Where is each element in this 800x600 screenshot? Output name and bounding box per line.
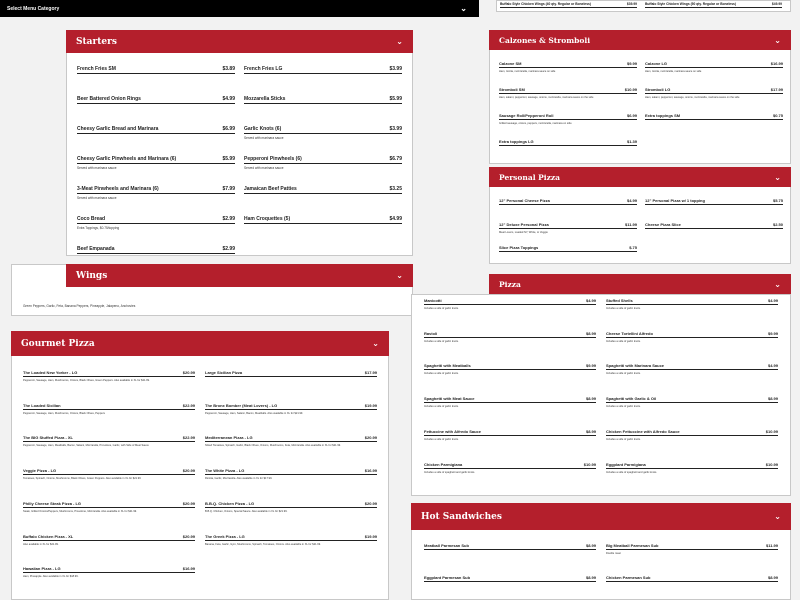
- item-description: Ham, salami, pepperoni, sausage, onions, mozzarella, marinara sauce on the side: [499, 96, 594, 99]
- item-description: Pepperoni, Sausage, Ham, Mushrooms, Onions, Black Olives, Green Peppers. Also available in XL for $21.99.: [23, 379, 150, 382]
- item-name: Spaghetti with Meat Sauce: [424, 396, 475, 402]
- item-description: Double meat: [606, 552, 621, 555]
- menu-item[interactable]: [77, 126, 235, 134]
- item-description: Extra Toppings, $0.75/topping: [77, 226, 120, 230]
- starters-header[interactable]: [66, 30, 413, 53]
- item-price: $39.99: [626, 2, 637, 6]
- menu-item[interactable]: [645, 87, 783, 99]
- item-price: $6.99: [222, 126, 235, 132]
- item-price: $10.99: [583, 461, 596, 467]
- item-name: Stromboli SM: [499, 87, 525, 92]
- item-name: 12" Deluxe Personal Pizza: [499, 221, 549, 227]
- menu-item[interactable]: [499, 139, 637, 146]
- menu-item[interactable]: [77, 246, 235, 254]
- item-price: $20.99: [182, 370, 195, 375]
- menu-item[interactable]: [23, 468, 195, 480]
- item-name: Buffalo Chicken Pizza - XL: [23, 533, 74, 539]
- item-price: $.75: [629, 245, 637, 250]
- item-price: $9.99: [585, 363, 596, 369]
- menu-item[interactable]: [606, 298, 778, 310]
- menu-item[interactable]: [23, 501, 195, 513]
- item-description: Includes a side of garlic knots.: [606, 437, 641, 441]
- menu-item[interactable]: [424, 575, 596, 582]
- menu-item[interactable]: [424, 462, 596, 474]
- item-name: The Loaded Sicilian: [23, 402, 61, 408]
- item-description: Includes a side of spaghetti and garlic knots.: [606, 470, 658, 474]
- item-description: Includes a side of garlic knots.: [424, 437, 459, 441]
- calzones-header[interactable]: [489, 30, 791, 50]
- item-name: Stromboli LG: [645, 87, 671, 92]
- item-price: $10.99: [765, 428, 778, 434]
- menu-item[interactable]: [205, 370, 377, 377]
- item-price: $10.99: [765, 461, 778, 467]
- item-name: Veggie Pizza - LG: [23, 468, 57, 474]
- category-bar-label: Select Menu Category: [7, 5, 60, 12]
- menu-item[interactable]: [244, 96, 402, 104]
- item-name: Buffalo Style Chicken Wings (50 qty. Regular or Boneless): [645, 2, 736, 6]
- item-price: $3.25: [389, 186, 402, 192]
- item-name: Hawaiian Pizza - LG: [23, 566, 61, 572]
- item-name: Buffalo Style Chicken Wings (40 qty. Regular or Boneless): [500, 2, 591, 6]
- menu-item[interactable]: [23, 370, 195, 382]
- item-price: $16.99: [770, 61, 783, 66]
- wings-toppings-note: Green Peppers, Garlic, Feta, Banana Peppers, Pineapple, Jalapeno, Anchovies: [23, 304, 136, 308]
- item-description: Pepperoni, Sausage, Ham, Salami, Bacon, Meatballs. Also available in XL for $21.99.: [205, 411, 304, 415]
- section-title: Personal Pizza: [499, 172, 561, 182]
- item-price: $9.99: [767, 330, 778, 336]
- item-name: Fettuccine with Alfredo Sauce: [424, 428, 481, 434]
- menu-item[interactable]: [606, 363, 778, 375]
- item-description: Steak, Grilled Onions/Peppers, Mushrooms, Provolone, Mozzarella. Also available in XL for $21.99.: [23, 509, 137, 513]
- menu-item[interactable]: [244, 186, 402, 194]
- section-title: Gourmet Pizza: [21, 338, 95, 349]
- item-description: Includes a side of garlic knots.: [424, 339, 459, 343]
- item-description: Includes a side of garlic knots.: [606, 372, 641, 376]
- menu-item[interactable]: [424, 429, 596, 441]
- item-name: Extra toppings SM: [645, 113, 681, 118]
- item-description: Served with marinara sauce: [244, 136, 284, 140]
- item-description: Served with marinara sauce: [77, 196, 117, 200]
- item-price: $5.99: [389, 96, 402, 102]
- menu-item[interactable]: [77, 66, 235, 74]
- item-name: Large Sicilian Pizza: [205, 370, 243, 375]
- item-price: $22.99: [182, 402, 195, 408]
- item-price: $4.99: [626, 198, 637, 203]
- item-price: $3.99: [389, 66, 402, 72]
- item-description: Sliced Tomatoes, Spinach, Garlic, Black Olives, Onions, Mushrooms, Feta, Mozzarella. Also available in XL for $21.99.: [205, 444, 341, 448]
- menu-item[interactable]: [499, 245, 637, 252]
- item-name: Chicken Parmigiana: [424, 461, 463, 467]
- menu-item[interactable]: [77, 216, 235, 230]
- gourmet-pizza-header[interactable]: [11, 331, 389, 356]
- menu-item[interactable]: [606, 429, 778, 441]
- item-description: Includes a side of garlic knots.: [424, 307, 459, 310]
- item-name: Big Meatball Parmesan Sub: [606, 543, 659, 548]
- menu-item[interactable]: [23, 403, 195, 415]
- item-name: Mediterranean Pizza - LG: [205, 435, 253, 441]
- item-price: $11.99: [765, 543, 778, 548]
- menu-item[interactable]: [424, 363, 596, 375]
- menu-item[interactable]: [606, 575, 778, 582]
- menu-item[interactable]: [606, 396, 778, 408]
- item-price: $49.99: [771, 2, 782, 6]
- item-name: Eggplant Parmigiana: [606, 461, 646, 467]
- item-price: $16.99: [182, 566, 195, 572]
- item-name: The BIG Stuffed Pizza - XL: [23, 435, 74, 441]
- item-name: Jamaican Beef Patties: [244, 186, 297, 192]
- menu-item[interactable]: [244, 66, 402, 74]
- item-name: 12" Personal Pizza w/ 1 topping: [645, 198, 705, 203]
- item-price: $5.99: [222, 156, 235, 162]
- item-description: Ricotta, Garlic, Mozzarella. Also available in XL for $17.99.: [205, 477, 273, 481]
- menu-item[interactable]: [424, 396, 596, 408]
- menu-item[interactable]: [244, 156, 402, 170]
- menu-item[interactable]: [499, 222, 637, 234]
- section-title: Starters: [76, 36, 117, 47]
- item-description: Includes a side of garlic knots.: [606, 307, 641, 310]
- menu-item[interactable]: [23, 534, 195, 546]
- menu-item[interactable]: [499, 198, 637, 205]
- menu-item[interactable]: [424, 331, 596, 343]
- item-description: Includes a side of garlic knots.: [606, 339, 641, 343]
- chevron-down-icon[interactable]: ⌄: [774, 279, 781, 289]
- item-name: French Fries LG: [244, 66, 283, 72]
- item-description: Ham, ricotta, mozzarella, marinara sauce on side: [499, 70, 556, 73]
- menu-item[interactable]: [645, 113, 783, 120]
- item-name: Ravioli: [424, 330, 438, 336]
- item-price: $2.99: [222, 216, 235, 222]
- item-description: Tomatoes, Spinach, Onions, Mushrooms, Black Olives, Green Peppers. Also available in XL for $21.99: [23, 477, 141, 481]
- item-name: The Bronx Bomber (Meat Lovers) - LG: [205, 402, 278, 408]
- item-price: $19.99: [364, 533, 377, 539]
- menu-item[interactable]: [244, 126, 402, 140]
- item-description: Pepperoni, Sausage, Ham, Mushrooms, Onions, Black Olives, Peppers: [23, 411, 105, 415]
- menu-item[interactable]: [499, 113, 637, 125]
- item-name: Spaghetti with Meatballs: [424, 363, 471, 369]
- item-price: $0.75: [772, 113, 783, 118]
- item-price: $20.99: [364, 435, 377, 441]
- item-description: Meat Lovers, Loaded NY, White, or Veggie: [499, 230, 548, 234]
- item-price: $3.99: [389, 126, 402, 132]
- menu-item[interactable]: [606, 462, 778, 474]
- chevron-down-icon[interactable]: ⌄: [774, 172, 781, 182]
- menu-item[interactable]: [645, 222, 783, 229]
- item-description: Served with marinara sauce: [244, 166, 284, 170]
- item-name: Spaghetti with Marinara Sauce: [606, 363, 665, 369]
- item-name: Chicken Parmesan Sub: [606, 575, 651, 580]
- menu-item[interactable]: [205, 403, 377, 415]
- item-name: Pepperoni Pinwheels (6): [244, 156, 302, 162]
- chevron-down-icon[interactable]: ⌄: [396, 37, 403, 46]
- item-name: Cheese Pizza Slice: [645, 221, 681, 227]
- item-description: Ham, Pineapple. Also available in XL for $18.99.: [23, 575, 79, 579]
- item-name: Cheesy Garlic Bread and Marinara: [77, 126, 159, 132]
- item-name: Meatball Parmesan Sub: [424, 543, 469, 548]
- section-title: Calzones & Stromboli: [499, 35, 591, 45]
- item-name: Spaghetti with Garlic & Oil: [606, 396, 657, 402]
- item-description: Includes a side of spaghetti and garlic knots.: [424, 470, 476, 474]
- item-price: $20.99: [182, 468, 195, 474]
- item-name: 3-Meat Pinwheels and Marinara (6): [77, 186, 159, 192]
- menu-item[interactable]: [205, 435, 377, 447]
- item-price: $9.99: [626, 61, 637, 66]
- item-price: $4.99: [767, 298, 778, 303]
- chevron-down-icon[interactable]: ⌄: [774, 512, 781, 521]
- item-price: $17.99: [364, 370, 377, 375]
- select-menu-category-bar[interactable]: [0, 0, 479, 17]
- menu-item[interactable]: [77, 156, 235, 170]
- section-title: Wings: [76, 270, 108, 281]
- item-price: $6.79: [389, 156, 402, 162]
- menu-item[interactable]: [606, 543, 778, 555]
- item-name: Slice Pizza Toppings: [499, 245, 539, 250]
- wings-header[interactable]: [66, 264, 413, 287]
- item-price: $17.99: [770, 87, 783, 92]
- menu-item[interactable]: [23, 435, 195, 447]
- item-name: The Greek Pizza - LG: [205, 533, 245, 539]
- item-price: $8.99: [585, 396, 596, 402]
- section-title: Hot Sandwiches: [421, 511, 502, 522]
- item-price: $8.99: [585, 428, 596, 434]
- item-description: Banana, Feta, Garlic, Gyro, Mushrooms, Spinach, Tomatoes, Onions. Also available in XL for $21.99.: [205, 542, 321, 546]
- menu-item[interactable]: [500, 2, 637, 8]
- item-name: Calzone LG: [645, 61, 668, 66]
- item-name: Beef Empanada: [77, 246, 115, 252]
- menu-item[interactable]: [499, 87, 637, 99]
- item-price: $4.99: [585, 298, 596, 303]
- item-price: $5.75: [772, 198, 783, 203]
- item-name: Philly Cheese Steak Pizza - LG: [23, 500, 82, 506]
- item-description: Pepperoni, Sausage, Ham, Meatballs, Bacon, Salami, Mozzarella, Provolone, Garlic, with Side of Meat Sauce: [23, 444, 149, 448]
- pizza-header[interactable]: [489, 274, 791, 294]
- item-price: $16.99: [364, 468, 377, 474]
- item-price: $8.99: [585, 575, 596, 580]
- chevron-down-icon[interactable]: ⌄: [372, 339, 379, 348]
- item-name: Sausage Roll/Pepperoni Roll: [499, 113, 554, 118]
- item-price: $1.39: [626, 139, 637, 144]
- menu-item[interactable]: [205, 534, 377, 546]
- menu-item[interactable]: [205, 501, 377, 513]
- item-name: B.B.Q. Chicken Pizza - LG: [205, 500, 255, 506]
- item-name: Manicotti: [424, 298, 442, 303]
- item-price: $3.89: [222, 66, 235, 72]
- menu-item[interactable]: [424, 543, 596, 550]
- item-price: $10.99: [624, 87, 637, 92]
- item-name: Chicken Fettuccine with Alfredo Sauce: [606, 428, 680, 434]
- item-price: $4.99: [389, 216, 402, 222]
- item-name: Cheesy Garlic Pinwheels and Marinara (6): [77, 156, 177, 162]
- menu-item[interactable]: [424, 298, 596, 310]
- menu-item[interactable]: [23, 566, 195, 578]
- menu-item[interactable]: [205, 468, 377, 480]
- item-price: $8.99: [585, 543, 596, 548]
- item-description: Served with marinara sauce: [77, 166, 117, 170]
- menu-item[interactable]: [645, 61, 783, 73]
- menu-item[interactable]: [77, 186, 235, 200]
- chevron-down-icon[interactable]: ⌄: [396, 271, 403, 280]
- item-name: The White Pizza - LG: [205, 468, 245, 474]
- item-price: $8.99: [767, 396, 778, 402]
- item-name: Eggplant Parmesan Sub: [424, 575, 471, 580]
- item-name: Cheese Tortellini Alfredo: [606, 330, 653, 336]
- item-price: $6.99: [626, 113, 637, 118]
- item-price: $4.99: [767, 363, 778, 369]
- item-price: $4.99: [222, 96, 235, 102]
- item-price: $20.99: [182, 500, 195, 506]
- item-name: Stuffed Shells: [606, 298, 633, 303]
- item-description: B.B.Q. Chicken, Onions, Special Sauce. Also available in XL for $21.99.: [205, 509, 288, 513]
- item-name: Mozzarella Sticks: [244, 96, 286, 102]
- item-price: $2.50: [772, 221, 783, 227]
- item-price: $2.99: [222, 246, 235, 252]
- item-price: $8.99: [767, 575, 778, 580]
- menu-item[interactable]: [606, 331, 778, 343]
- item-price: $20.99: [182, 533, 195, 539]
- item-name: Coco Bread: [77, 216, 106, 222]
- item-description: Includes a side of garlic knots.: [424, 405, 459, 409]
- item-description: Also available in XL for $21.99.: [23, 542, 59, 546]
- item-name: Extra toppings LG: [499, 139, 534, 144]
- section-title: Pizza: [499, 279, 521, 289]
- item-price: $11.99: [624, 221, 637, 227]
- item-price: $19.99: [364, 402, 377, 408]
- hot-sandwiches-header[interactable]: [411, 503, 791, 530]
- menu-item[interactable]: [499, 61, 637, 73]
- item-description: Includes a side of garlic knots.: [606, 405, 641, 409]
- item-description: Ham, salami, pepperoni, sausage, onions, mozzarella, marinara sauce on the side: [645, 96, 740, 99]
- chevron-down-icon[interactable]: ⌄: [460, 3, 467, 13]
- menu-item[interactable]: [645, 2, 782, 8]
- item-name: Garlic Knots (6): [244, 126, 282, 132]
- item-name: French Fries SM: [77, 66, 116, 72]
- menu-item[interactable]: [244, 216, 402, 224]
- item-price: $22.99: [182, 435, 195, 441]
- item-price: $8.99: [585, 330, 596, 336]
- item-name: The Loaded New Yorker - LG: [23, 370, 78, 375]
- menu-item[interactable]: [77, 96, 235, 104]
- personal-pizza-header[interactable]: [489, 167, 791, 187]
- item-price: $7.99: [222, 186, 235, 192]
- item-price: $20.99: [364, 500, 377, 506]
- menu-item[interactable]: [645, 198, 783, 205]
- item-name: Calzone SM: [499, 61, 522, 66]
- item-description: Grilled sausage, onions, peppers, mozzarella, marinara on side: [499, 122, 572, 125]
- item-description: Ham, ricotta, mozzarella, marinara sauce on side: [645, 70, 702, 73]
- item-name: Beer Battered Onion Rings: [77, 96, 141, 102]
- item-name: Ham Croquettes (5): [244, 216, 291, 222]
- chevron-down-icon[interactable]: ⌄: [774, 35, 781, 45]
- item-name: 12" Personal Cheese Pizza: [499, 198, 550, 203]
- item-description: Includes a side of garlic knots.: [424, 372, 459, 376]
